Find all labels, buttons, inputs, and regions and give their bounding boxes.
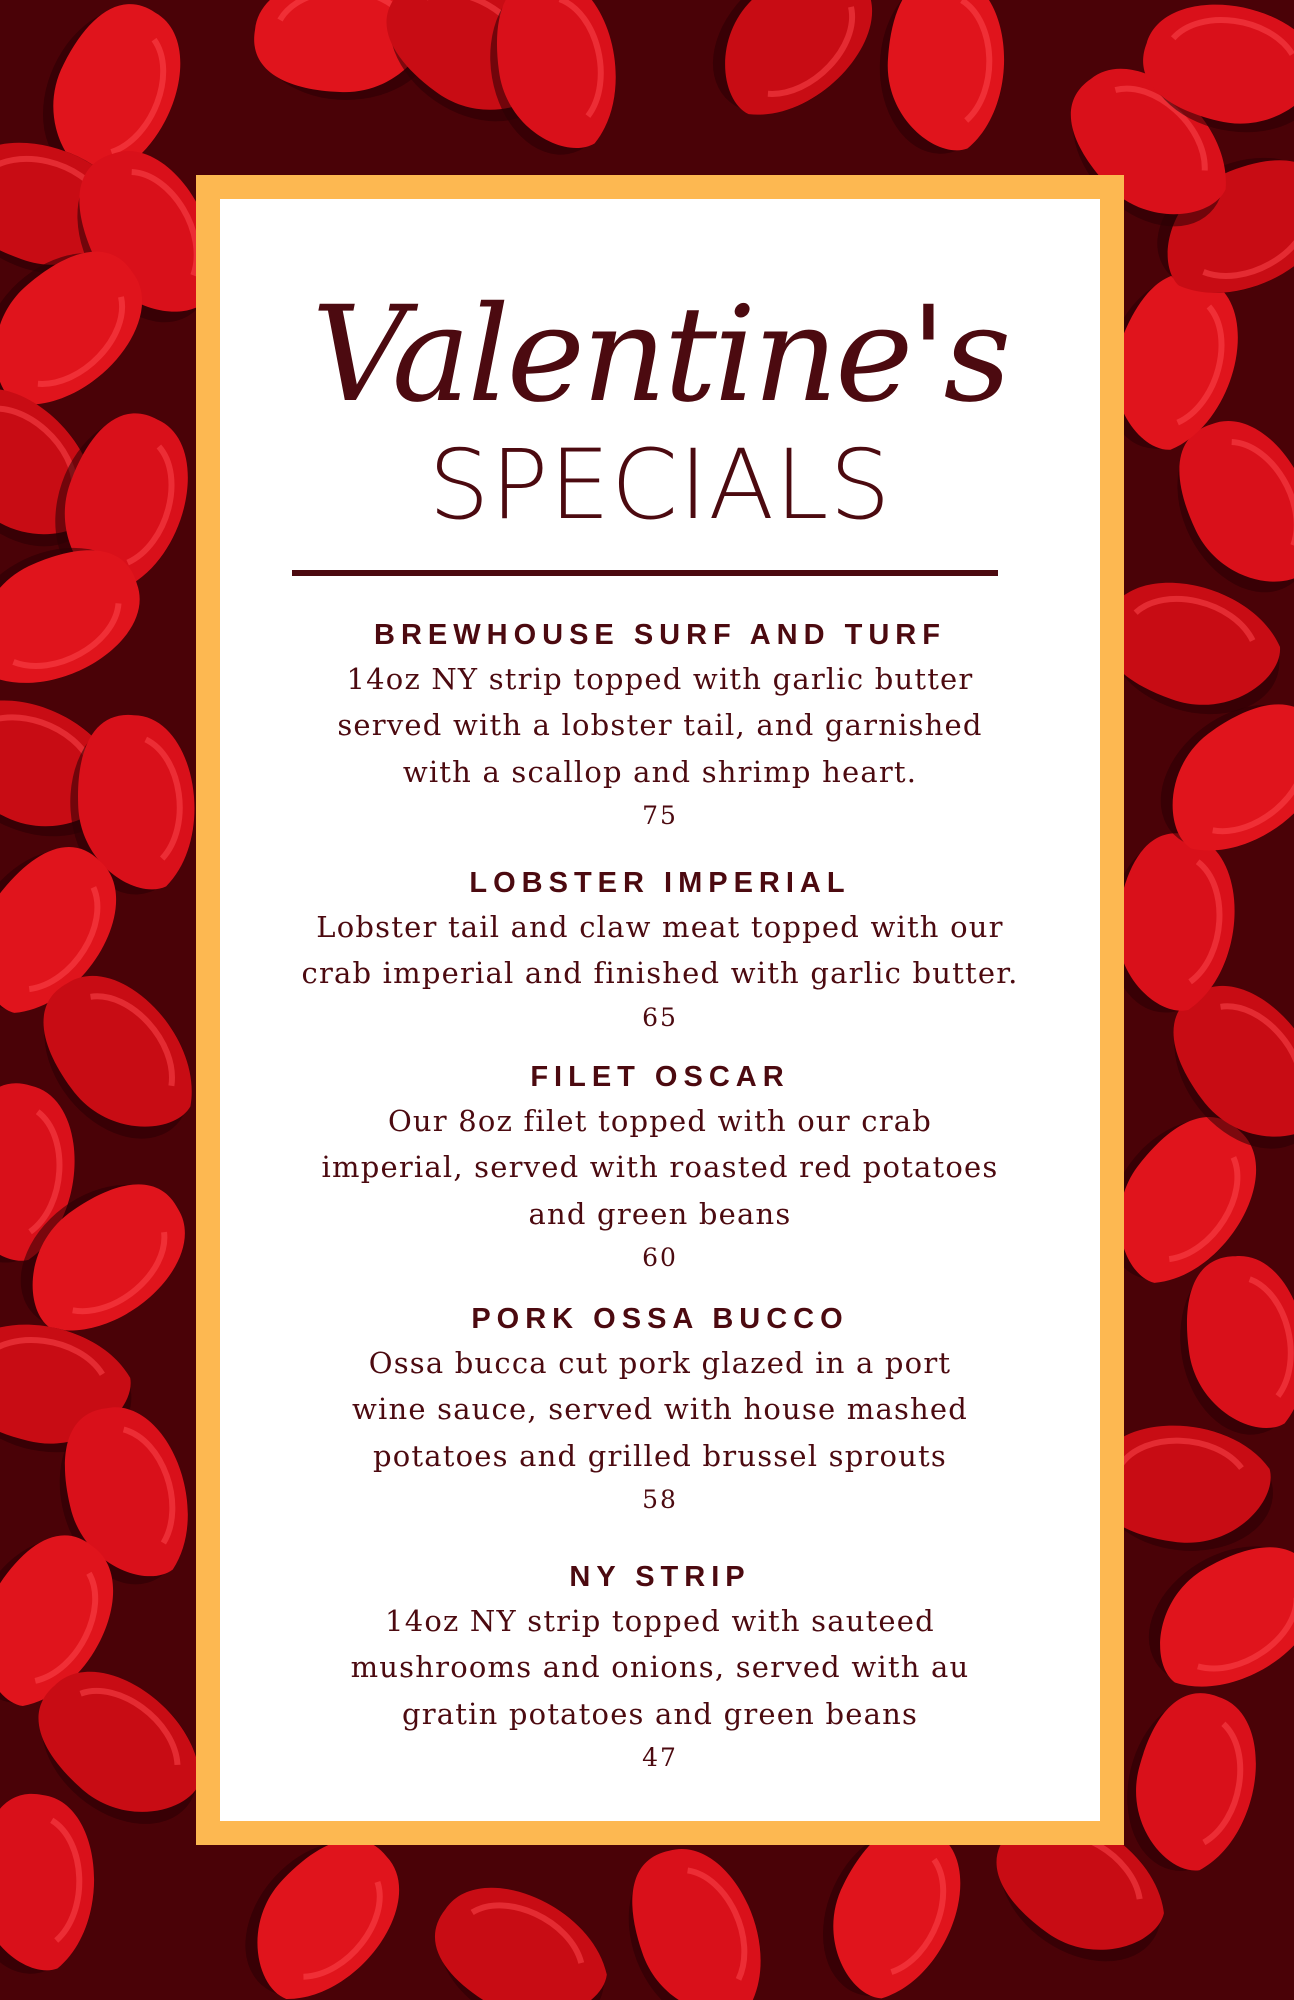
menu-item-pork-ossa-bucco [220, 1303, 1100, 1514]
item-desc-line: imperial, served with roasted red potatoes [321, 1150, 999, 1185]
menu-card [220, 199, 1100, 1821]
menu-item-lobster-imperial [220, 867, 1100, 1032]
item-price: 65 [642, 1002, 678, 1032]
menu-frame [196, 175, 1124, 1845]
item-price: 58 [642, 1485, 678, 1515]
item-name: BREWHOUSE SURF AND TURF [374, 619, 946, 651]
rose-petal [604, 1830, 785, 2000]
rose-petal [0, 1792, 97, 1975]
rose-petal [877, 0, 1006, 156]
item-desc-line: wine sauce, served with house mashed [351, 1392, 969, 1427]
item-price: 47 [642, 1743, 678, 1773]
menu-item-ny-strip [220, 1561, 1100, 1772]
item-desc-line: Lobster tail and claw meat topped with our [316, 910, 1004, 944]
item-desc-line: crab imperial and finished with garlic butter. [301, 956, 1019, 991]
menu-title-caps: SPECIALS [428, 429, 892, 541]
rose-petal [1110, 1680, 1272, 1883]
item-desc-line: 14oz NY strip topped with sauteed [385, 1604, 935, 1638]
item-price: 60 [642, 1243, 678, 1273]
item-price: 75 [642, 801, 678, 831]
menu-item-filet-oscar [220, 1061, 1100, 1272]
item-desc-line: and green beans [528, 1196, 792, 1231]
item-description [220, 1340, 1100, 1479]
rose-petal [1166, 1246, 1294, 1444]
rose-petal [476, 0, 629, 165]
item-desc-line: gratin potatoes and green beans [401, 1696, 919, 1731]
item-name: PORK OSSA BUCCO [471, 1303, 849, 1335]
item-desc-line: served with a lobster tail, and garnished [337, 708, 983, 743]
title-divider [292, 570, 998, 576]
item-name: LOBSTER IMPERIAL [469, 867, 851, 899]
item-desc-line: Ossa bucca cut pork glazed in a port [368, 1346, 952, 1380]
rose-petal [411, 1861, 628, 2000]
item-name: FILET OSCAR [530, 1061, 790, 1093]
item-description [220, 656, 1100, 795]
item-desc-line: Our 8oz filet topped with our crab [387, 1104, 933, 1138]
item-name: NY STRIP [569, 1561, 751, 1593]
item-description [220, 904, 1100, 997]
item-description [220, 1598, 1100, 1737]
item-desc-line: mushrooms and onions, served with au [350, 1650, 970, 1685]
rose-petal [683, 0, 899, 143]
item-description [220, 1098, 1100, 1237]
item-desc-line: with a scallop and shrimp heart. [402, 754, 918, 789]
menu-item-surf-and-turf [220, 619, 1100, 830]
menu-title-script: Valentine's [311, 278, 1009, 432]
item-desc-line: potatoes and grilled brussel sprouts [373, 1438, 947, 1473]
item-desc-line: 14oz NY strip topped with garlic butter [346, 662, 974, 696]
